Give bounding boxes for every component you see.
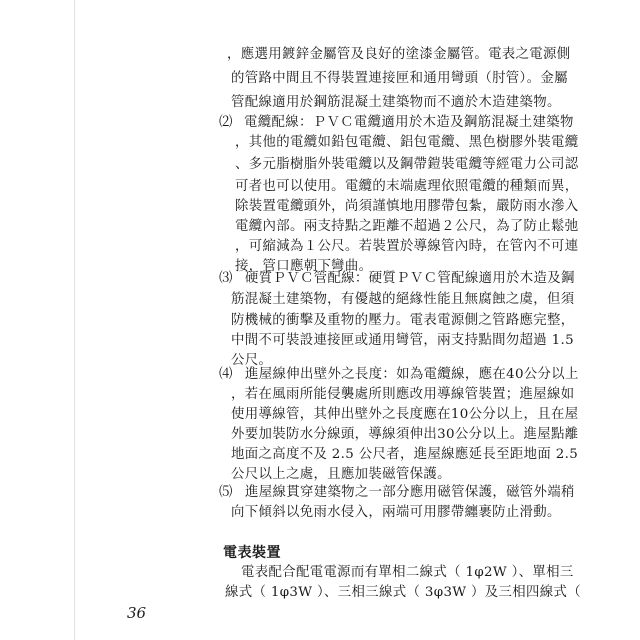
text-line: 防機械的衝擊及重物的壓力。電表電源側之管路應完整， — [231, 313, 575, 328]
text-line: 電纜配線：ＰＶＣ電纜適用於木造及鋼筋混凝土建築物 — [244, 115, 574, 130]
text-line: 進屋線貫穿建築物之一部分應用磁管保護，磁管外端稍 — [245, 485, 575, 500]
text-line: 地面之高度不及 2.5 公尺者，進屋線應延長至距地面 2.5 — [231, 447, 579, 462]
text-line: ，其他的電纜如鉛包電纜、鋁包電纜、黑色樹膠外裝電纜 — [235, 135, 579, 150]
text-line: ，應選用鍍鋅金屬管及良好的塗漆金屬管。電表之電源側 — [227, 47, 571, 62]
text-line: ，可縮減為１公尺。若裝置於導線管內時，在管內不可連 — [235, 239, 579, 254]
text-line: 硬質ＰＶＣ管配線：硬質ＰＶＣ管配線適用於木造及鋼 — [245, 271, 575, 286]
item-number: ⑶ — [219, 271, 233, 286]
item-number: ⑵ — [219, 115, 233, 130]
text-line: 電表配合配電電源而有單相二線式（ 1φ2W ）、單相三 — [241, 565, 574, 580]
text-line: 管配線適用於鋼筋混凝土建築物而不適於木造建築物。 — [231, 95, 561, 110]
text-line: 向下傾斜以免雨水侵入，兩端可用膠帶纏裹防止滑動。 — [231, 505, 561, 520]
text-line: 進屋線伸出壁外之長度：如為電纜線，應在40公分以上 — [245, 367, 579, 382]
text-line: 線式（ 1φ3W ）、三相三線式（ 3φ3W ）及三相四線式（ — [225, 585, 581, 600]
text-line: 外要加裝防水分線頭，導線須伸出30公分以上。進屋點離 — [231, 427, 579, 442]
page-number: 36 — [127, 604, 147, 622]
text-line: 筋混凝土建築物，有優越的絕緣性能且無腐蝕之虞，但須 — [231, 292, 575, 307]
text-line: 電纜內部。兩支持點之距離不超過２公尺，為了防止鬆弛 — [235, 219, 579, 234]
text-line: 接，管口應朝下彎曲。 — [235, 259, 373, 274]
text-line: 公尺。 — [231, 353, 273, 368]
text-line: 、多元脂樹脂外裝電纜以及鋼帶鎧裝電纜等經電力公司認 — [235, 157, 579, 172]
text-line: 使用導線管，其伸出壁外之長度應在10公分以上，且在屋 — [231, 407, 579, 422]
text-line: 可者也可以使用。電纜的末端處理依照電纜的種類而異， — [235, 179, 579, 194]
page-sheet — [74, 0, 589, 640]
text-line: 除裝置電纜頭外，尚須謹慎地用膠帶包紮，嚴防雨水滲入 — [235, 199, 579, 214]
text-line: 中間不可裝設連接匣或通用彎管，兩支持點間勿超過 1.5 — [231, 333, 574, 348]
section-heading: 電表裝置 — [223, 545, 281, 561]
item-number: ⑸ — [219, 485, 233, 500]
text-line: ，若在風雨所能侵襲處所則應改用導線管裝置；進屋線如 — [231, 387, 575, 402]
item-number: ⑷ — [219, 367, 233, 382]
text-line: 的管路中間且不得裝置連接匣和通用彎頭（肘管）。金屬 — [231, 71, 568, 86]
text-line: 公尺以上之處，且應加裝磁管保護。 — [231, 467, 451, 482]
